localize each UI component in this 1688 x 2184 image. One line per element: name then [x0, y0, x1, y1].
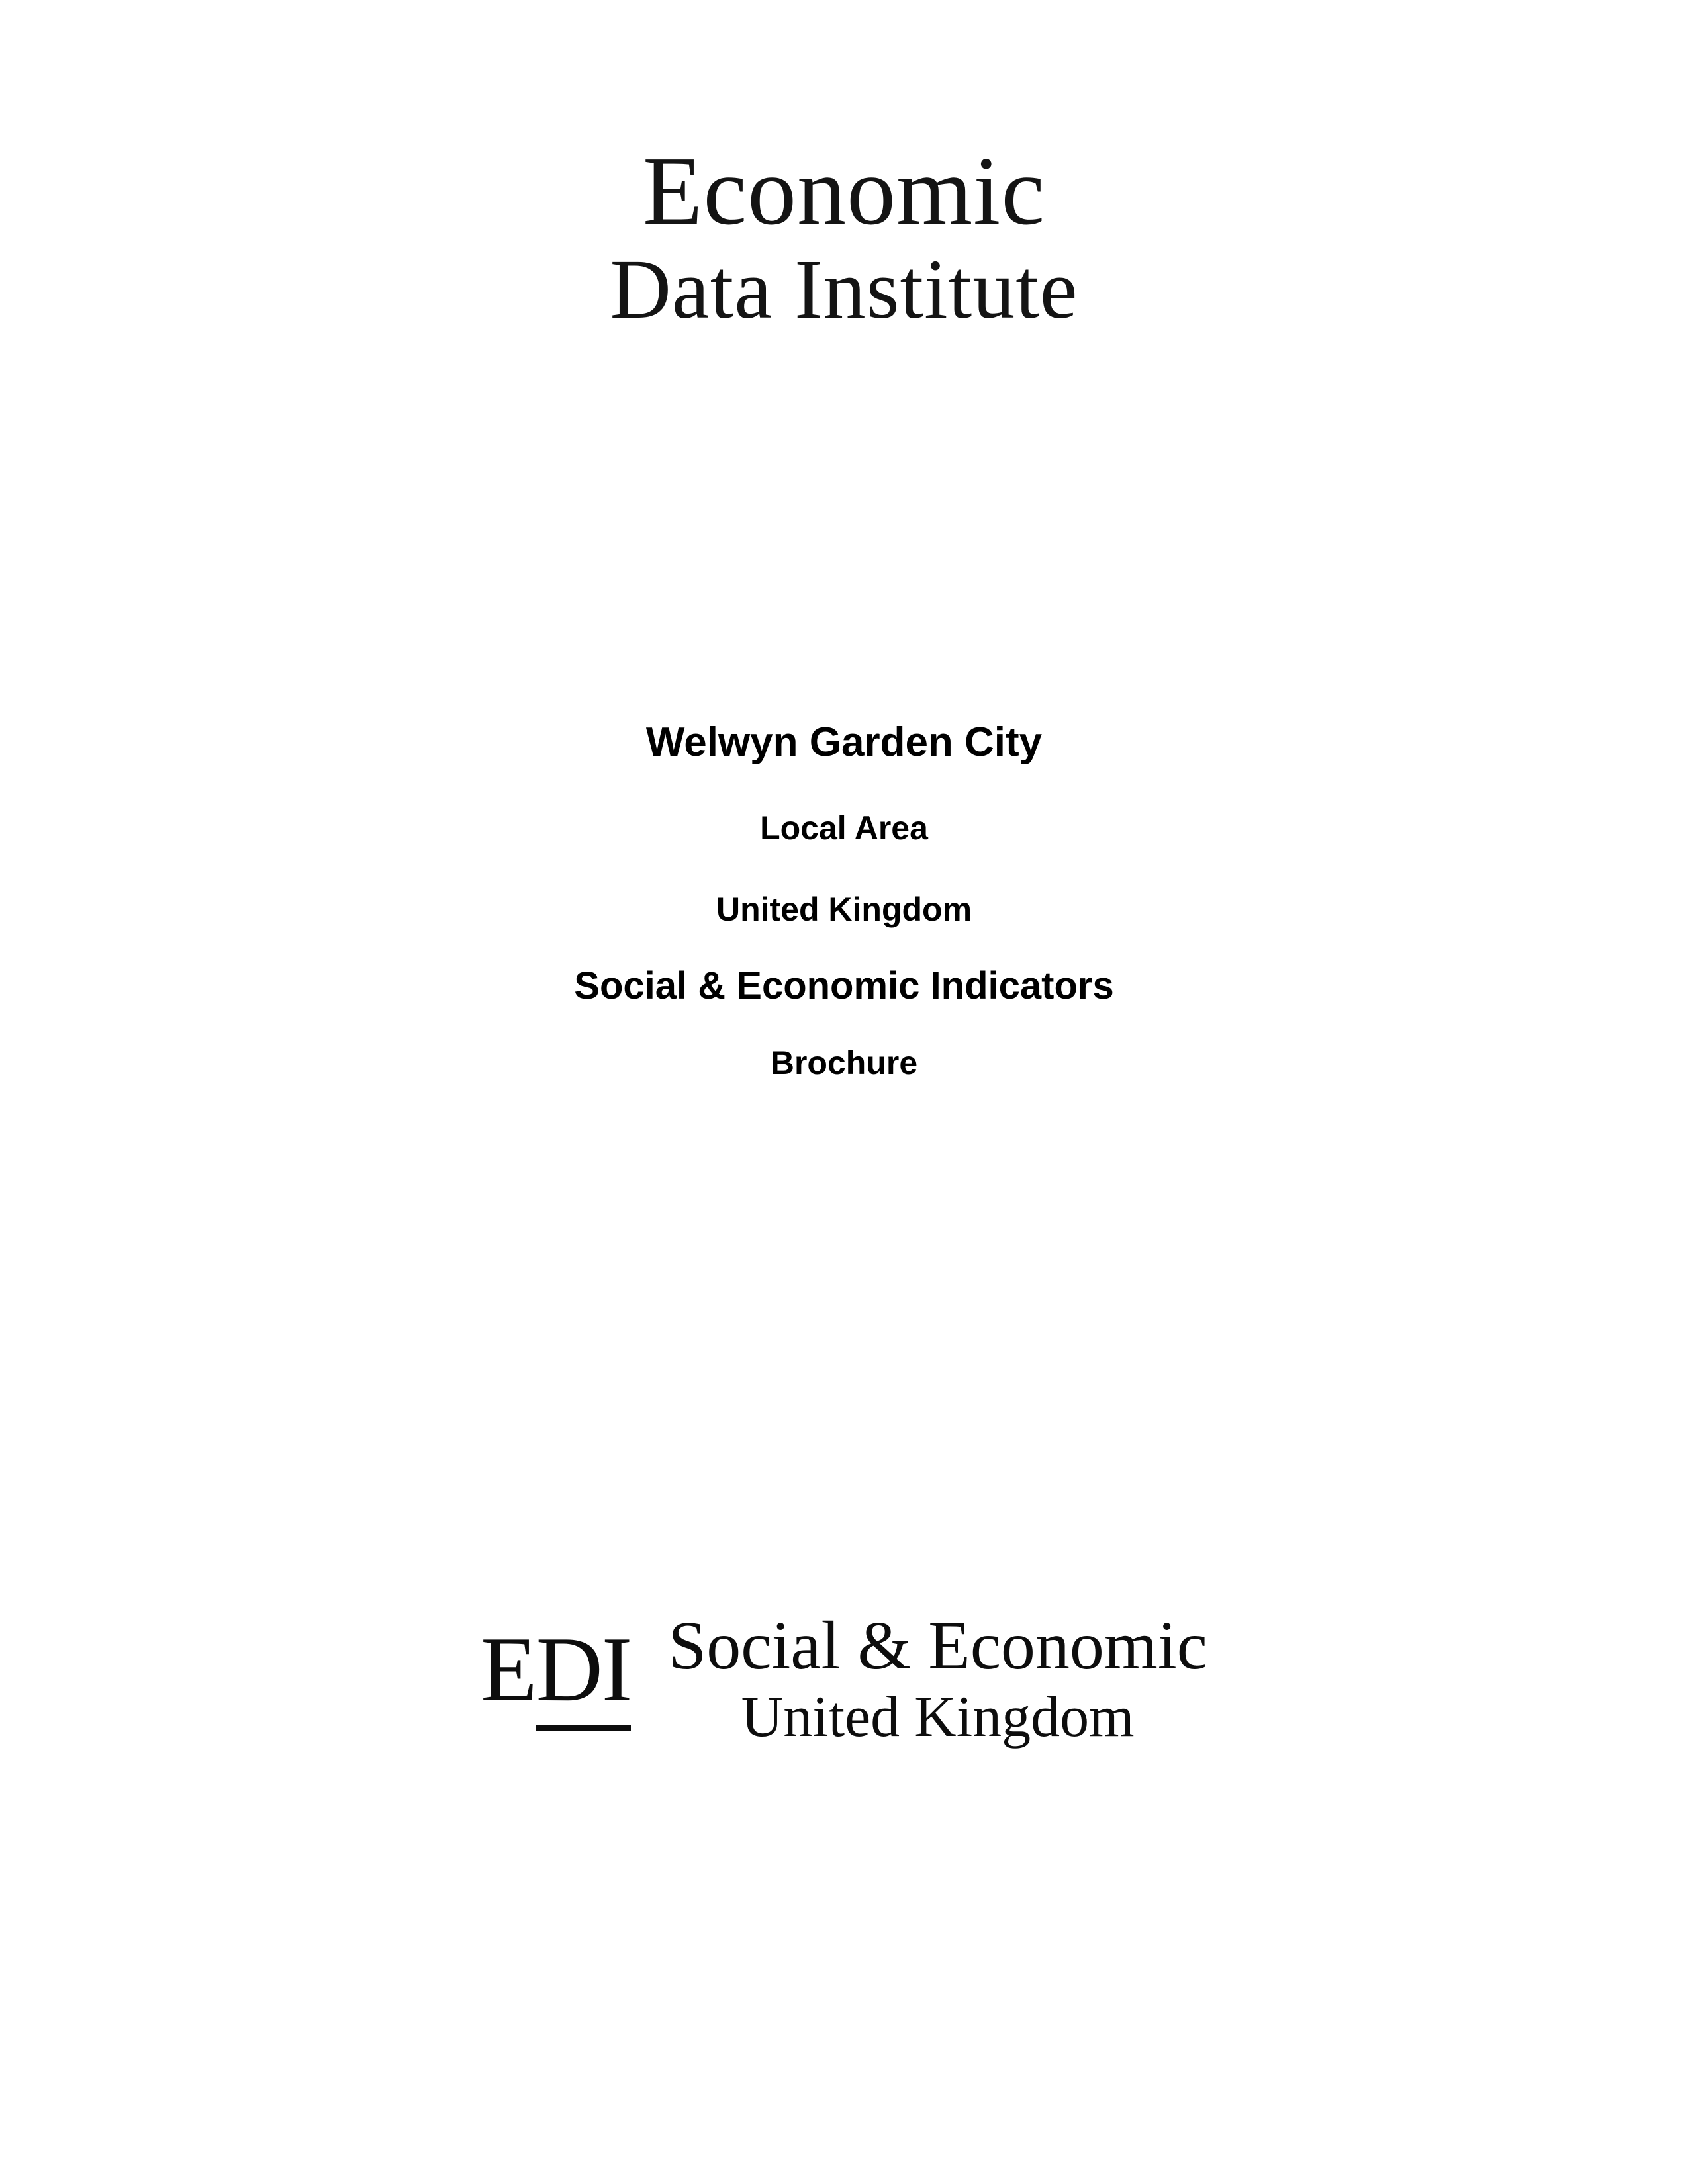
country-label: United Kingdom	[716, 891, 972, 929]
page-title: Welwyn Garden City	[645, 719, 1043, 765]
edi-acronym	[481, 1618, 632, 1723]
edi-tagline-line-2: United Kingdom	[741, 1685, 1135, 1749]
publisher-logo-line-1: Economic	[642, 137, 1046, 246]
edi-tagline	[668, 1608, 1207, 1749]
document-type-label: Brochure	[770, 1044, 918, 1081]
series-title: Social & Economic Indicators	[574, 964, 1114, 1008]
edi-acronym-di: DI	[536, 1618, 632, 1731]
cover-title-block	[0, 718, 1688, 1083]
area-type-label: Local Area	[760, 809, 928, 847]
publisher-logo	[0, 137, 1688, 336]
edi-brand-logo	[0, 1608, 1688, 1749]
edi-tagline-line-1: Social & Economic	[668, 1608, 1207, 1684]
publisher-logo-line-2: Data Institute	[610, 242, 1078, 336]
edi-acronym-e: E	[481, 1618, 536, 1721]
